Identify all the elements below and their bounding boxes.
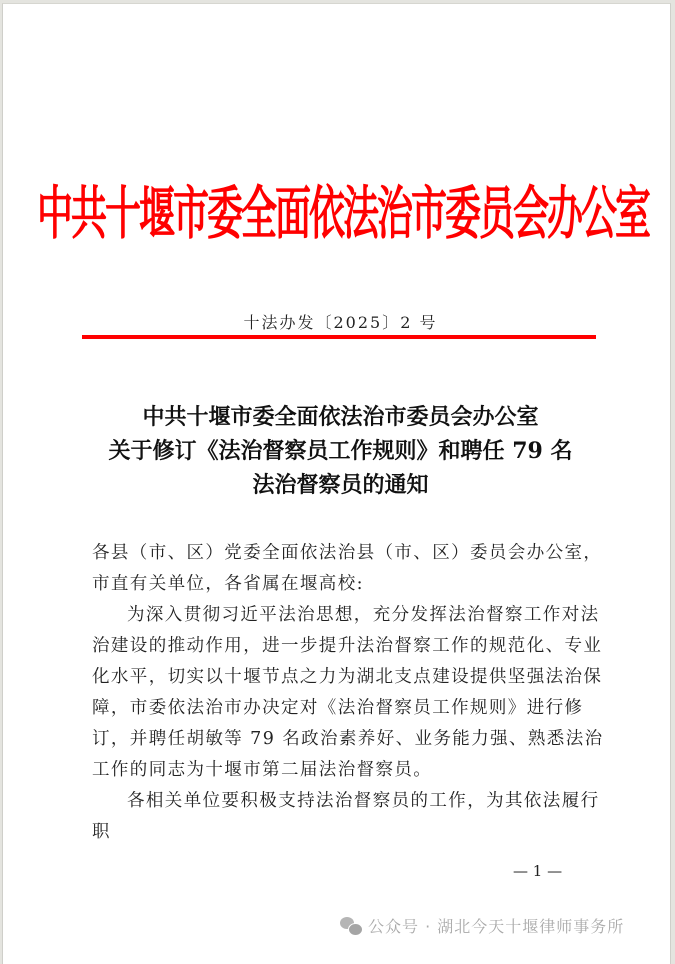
notice-title-line-1: 中共十堰市委全面依法治市委员会办公室 [142, 404, 539, 430]
body-paragraph-1: 为深入贯彻习近平法治思想，充分发挥法治督察工作对法治建设的推动作用，进一步提升法治督察工作的规范化、专业化水平，切实以十堰节点之力为湖北支点建设提供坚强法治保障，市委依法治市办决定对《法治督察员工作规则》进行修订，并聘任胡敏等 79 名政治素养好、业务能力强、熟悉法治工作的同志为十堰市第二届法治督察员。 [92, 605, 604, 780]
red-header-title: 中共十堰市委全面依法治市委员会办公室 [37, 181, 650, 247]
page-number: — 1 — [513, 862, 563, 880]
wechat-watermark [340, 914, 624, 937]
wechat-icon [340, 917, 362, 935]
watermark-text: 公众号 · 湖北今天十堰律师事务所 [368, 917, 625, 936]
document-number: 十法办发〔2025〕2 号 [243, 313, 438, 332]
body-paragraph-2: 各相关单位要积极支持法治督察员的工作，为其依法履行职 [92, 791, 600, 842]
notice-title [3, 400, 675, 502]
notice-title-line-2: 关于修订《法治督察员工作规则》和聘任 79 名 [108, 438, 573, 464]
notice-title-line-3: 法治督察员的通知 [252, 472, 429, 498]
red-separator-line [82, 335, 596, 339]
salutation: 各县（市、区）党委全面依法治县（市、区）委员会办公室，市直有关单位，各省属在堰高校: [92, 543, 603, 594]
document-body [92, 538, 604, 848]
document-page [2, 3, 671, 964]
